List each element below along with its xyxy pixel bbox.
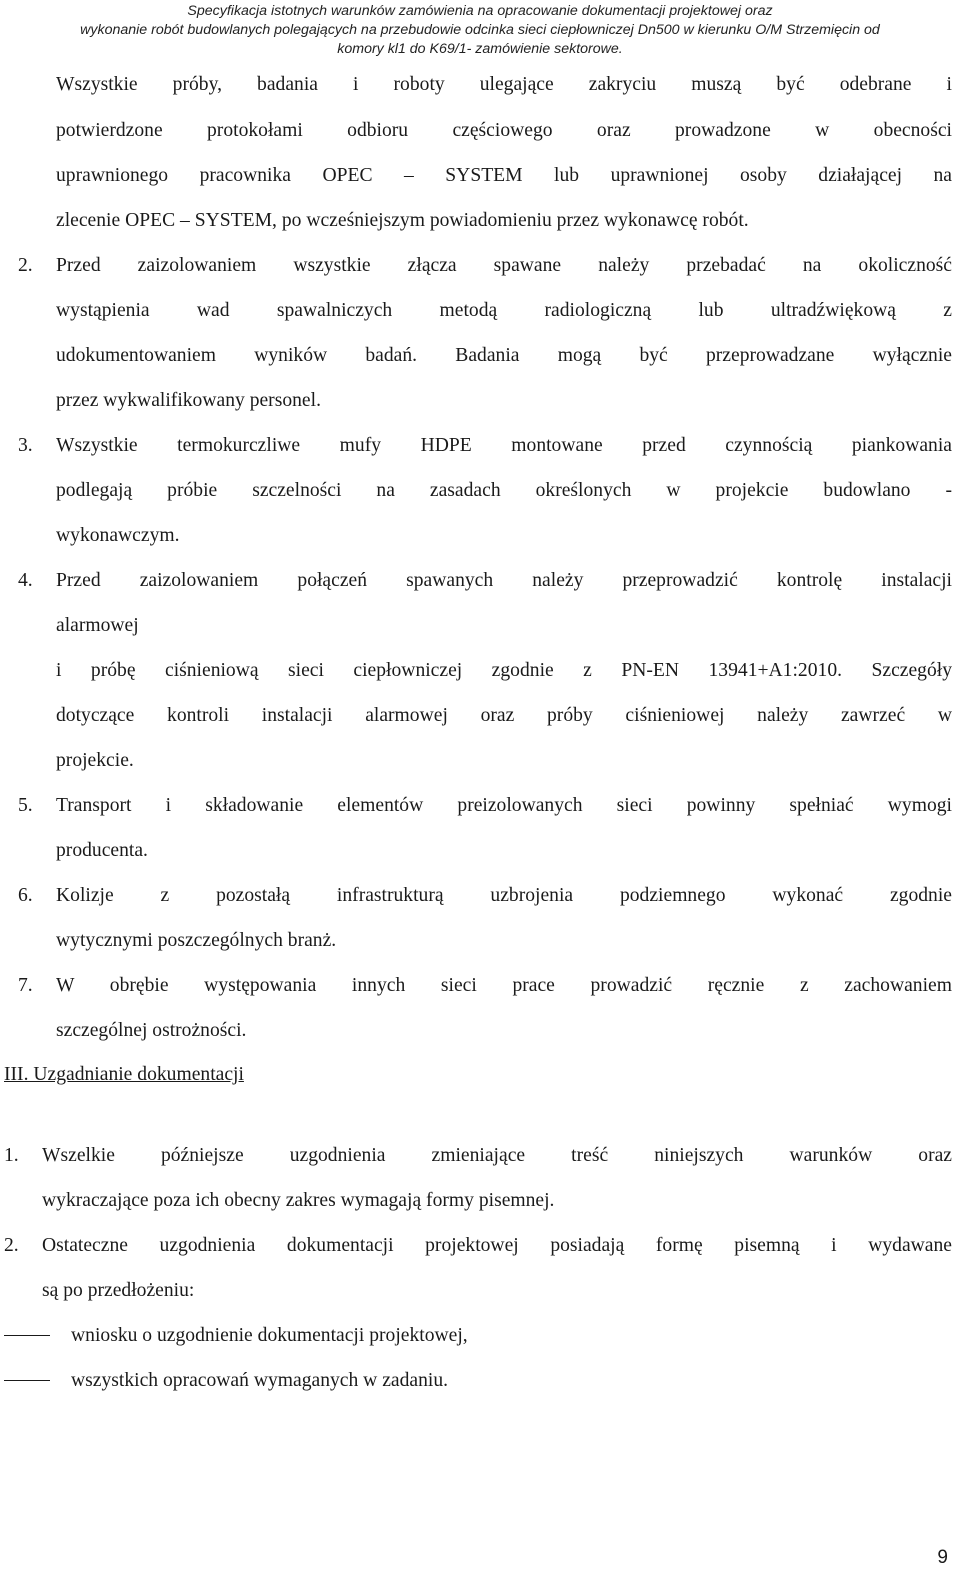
dash-bullet-text: wniosku o uzgodnienie dokumentacji projektowej, bbox=[71, 1325, 468, 1346]
page-number: 9 bbox=[937, 1547, 948, 1568]
list-item-line: Przed zaizolowaniem połączeń spawanych należy przeprowadzić kontrolę instalacji bbox=[56, 570, 952, 591]
list-item-line: wytycznymi poszczególnych branż. bbox=[56, 930, 337, 951]
list-item-line: Wszelkie późniejsze uzgodnienia zmieniające treść niniejszych warunków oraz bbox=[42, 1145, 952, 1166]
list-item-number: 2. bbox=[4, 1235, 19, 1256]
header-line-1: Specyfikacja istotnych warunków zamówienia na opracowanie dokumentacji projektowej oraz bbox=[187, 3, 773, 19]
list-item-line: wykraczające poza ich obecny zakres wymagają formy pisemnej. bbox=[42, 1190, 555, 1211]
list-item-number: 6. bbox=[18, 885, 33, 906]
list-item-line: projekcie. bbox=[56, 750, 134, 771]
list-item-number: 7. bbox=[18, 975, 33, 996]
list-item-line: Kolizje z pozostałą infrastrukturą uzbrojenia podziemnego wykonać zgodnie bbox=[56, 885, 952, 906]
list-item-line: alarmowej bbox=[56, 615, 139, 636]
header-line-2: wykonanie robót budowlanych polegających na przebudowie odcinka sieci ciepłowniczej Dn500 w kierunku O/M Strzemięcin od bbox=[80, 22, 880, 38]
dash-marker bbox=[4, 1380, 50, 1381]
intro-line: zlecenie OPEC – SYSTEM, po wcześniejszym powiadomieniu przez wykonawcę robót. bbox=[56, 210, 749, 231]
list-item-line: podlegają próbie szczelności na zasadach określonych w projekcie budowlano - bbox=[56, 480, 952, 501]
list-item-number: 3. bbox=[18, 435, 33, 456]
list-item-line: wykonawczym. bbox=[56, 525, 180, 546]
list-item-line: są po przedłożeniu: bbox=[42, 1280, 195, 1301]
list-item-line: Przed zaizolowaniem wszystkie złącza spawane należy przebadać na okoliczność bbox=[56, 255, 952, 276]
list-item-line: i próbę ciśnieniową sieci ciepłowniczej zgodnie z PN-EN 13941+A1:2010. Szczegóły bbox=[56, 660, 952, 681]
list-item-line: W obrębie występowania innych sieci prace prowadzić ręcznie z zachowaniem bbox=[56, 975, 952, 996]
list-item-line: wystąpienia wad spawalniczych metodą radiologiczną lub ultradźwiękową z bbox=[56, 300, 952, 321]
list-item-line: Transport i składowanie elementów preizolowanych sieci powinny spełniać wymogi bbox=[56, 795, 952, 816]
dash-bullet-text: wszystkich opracowań wymaganych w zadaniu. bbox=[71, 1370, 449, 1391]
section-heading: III. Uzgadnianie dokumentacji bbox=[4, 1064, 244, 1085]
list-item-number: 5. bbox=[18, 795, 33, 816]
intro-line: potwierdzone protokołami odbioru częściowego oraz prowadzone w obecności bbox=[56, 120, 952, 141]
page-header bbox=[0, 2, 960, 59]
list-item-line: przez wykwalifikowany personel. bbox=[56, 390, 321, 411]
intro-line: uprawnionego pracownika OPEC – SYSTEM lub uprawnionej osoby działającej na bbox=[56, 165, 952, 186]
list-item-line: udokumentowaniem wyników badań. Badania mogą być przeprowadzane wyłącznie bbox=[56, 345, 952, 366]
list-item-number: 4. bbox=[18, 570, 33, 591]
header-line-3: komory kl1 do K69/1- zamówienie sektorowe. bbox=[337, 41, 623, 57]
list-item-line: Wszystkie termokurczliwe mufy HDPE montowane przed czynnością piankowania bbox=[56, 435, 952, 456]
list-item-line: dotyczące kontroli instalacji alarmowej oraz próby ciśnieniowej należy zawrzeć w bbox=[56, 705, 952, 726]
list-item-number: 2. bbox=[18, 255, 33, 276]
intro-line: Wszystkie próby, badania i roboty ulegające zakryciu muszą być odebrane i bbox=[56, 74, 952, 95]
dash-marker bbox=[4, 1335, 50, 1336]
list-item-number: 1. bbox=[4, 1145, 19, 1166]
list-item-line: producenta. bbox=[56, 840, 148, 861]
list-item-line: szczególnej ostrożności. bbox=[56, 1020, 247, 1041]
list-item-line: Ostateczne uzgodnienia dokumentacji projektowej posiadają formę pisemną i wydawane bbox=[42, 1235, 952, 1256]
